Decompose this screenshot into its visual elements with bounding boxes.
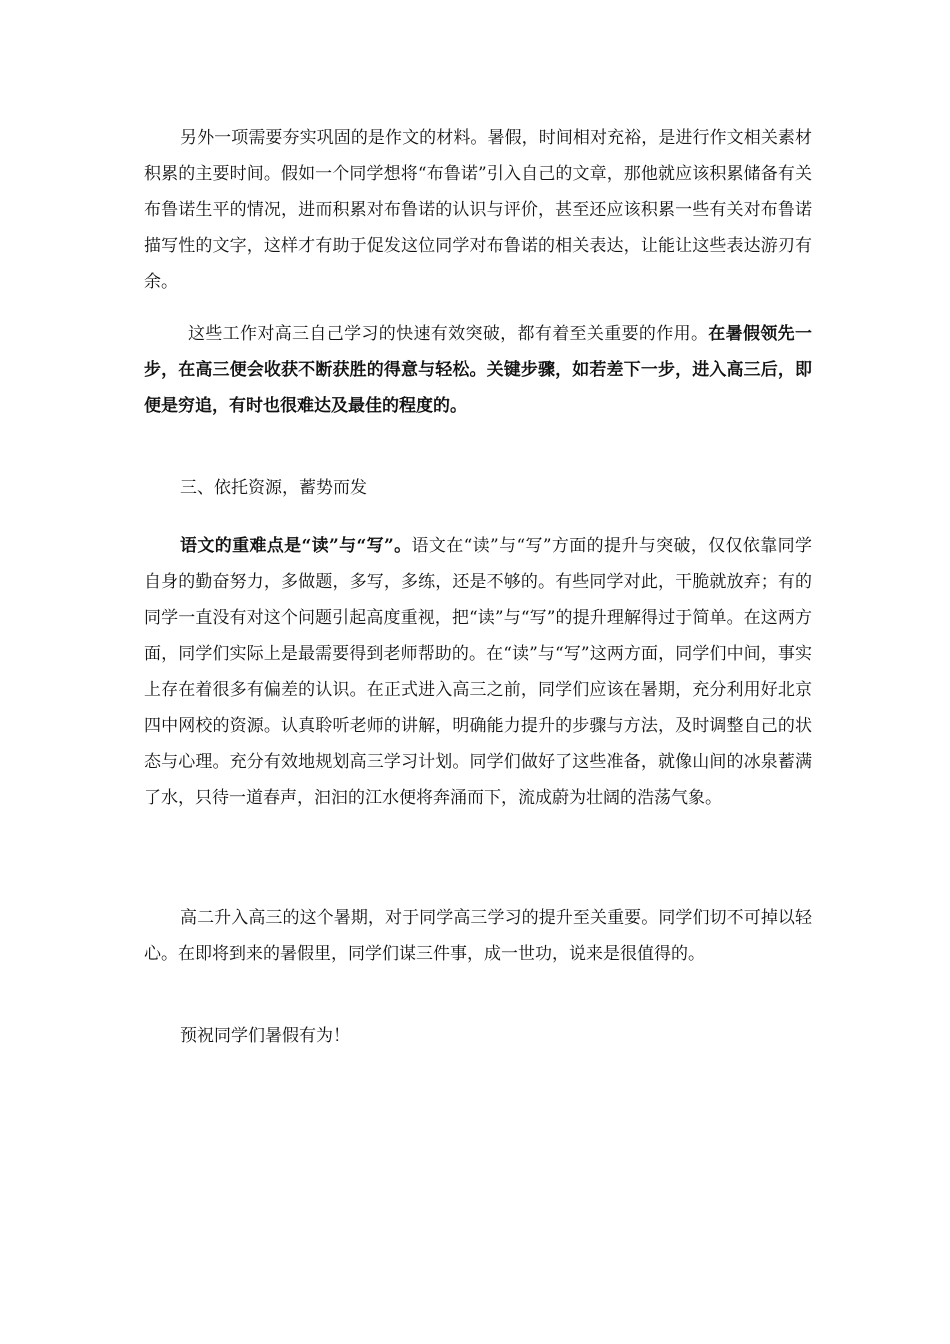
paragraph-composition-materials: 另外一项需要夯实巩固的是作文的材料。暑假，时间相对充裕，是进行作文相关素材积累的主要时间。假如一个同学想将“布鲁诺”引入自己的文章，那他就应该积累储备有关布鲁诺生平的情况，进而积累对布鲁诺的认识与评价，甚至还应该积累一些有关对布鲁诺描写性的文字，这样才有助于促发这位同学对布鲁诺的相关表达，让能让这些表达游刃有余。: [144, 128, 812, 292]
paragraph-reading-writing: [144, 528, 812, 816]
paragraph-reading-writing-normal: 语文在“读”与“写”方面的提升与突破，仅仅依靠同学自身的勤奋努力，多做题，多写，多练，还是不够的。有些同学对此，干脆就放弃；有的同学一直没有对这个问题引起高度重视，把“读”与“写”的提升理解得过于简单。在这两方面，同学们实际上是最需要得到老师帮助的。在“读”与“写”这两方面，同学们中间，事实上存在着很多有偏差的认识。在正式进入高三之前，同学们应该在暑期，充分利用好北京四中网校的资源。认真聆听老师的讲解，明确能力提升的步骤与方法，及时调整自己的状态与心理。充分有效地规划高三学习计划。同学们做好了这些准备，就像山间的冰泉蓄满了水，只待一道春声，汩汩的江水便将奔涌而下，流成蔚为壮阔的浩荡气象。: [144, 536, 812, 808]
paragraph-summer-advantage-normal: 这些工作对高三自己学习的快速有效突破，都有着至关重要的作用。: [188, 324, 709, 344]
section-heading-three: 三、依托资源，蓄势而发: [180, 478, 367, 498]
paragraph-reading-writing-bold: 语文的重难点是“读”与“写”。: [180, 536, 412, 556]
paragraph-summer-advantage: [144, 316, 812, 424]
paragraph-summer-advantage-bold: 在暑假领先一步，在高三便会收获不断获胜的得意与轻松。关键步骤，如若差下一步，进入高三后，即便是穷追，有时也很难达及最佳的程度的。: [144, 324, 813, 416]
paragraph-closing-wish: 预祝同学们暑假有为！: [180, 1026, 350, 1046]
paragraph-summer-importance: 高二升入高三的这个暑期，对于同学高三学习的提升至关重要。同学们切不可掉以轻心。在即将到来的暑假里，同学们谋三件事，成一世功，说来是很值得的。: [144, 908, 812, 964]
